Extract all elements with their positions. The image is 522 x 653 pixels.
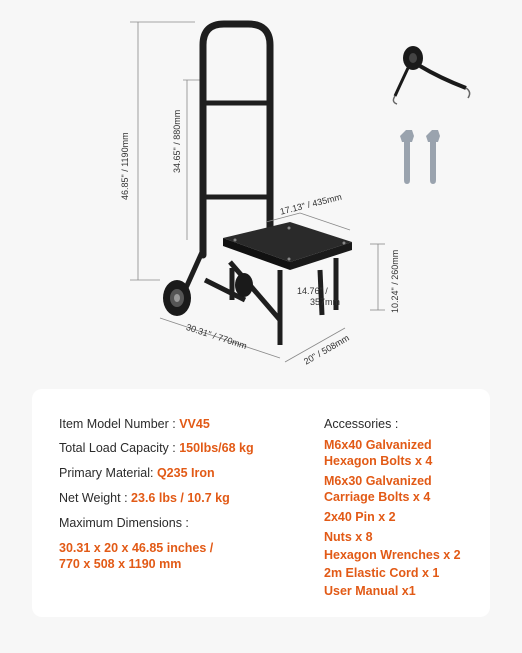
accessory-item: Hexagon Wrenches x 2 [324, 548, 461, 562]
model-spec [59, 417, 210, 431]
platform-inner-label-2: 357mm [310, 297, 341, 307]
accessory-item: Hexagon Bolts x 4 [324, 454, 433, 468]
weight-label: Net Weight : [59, 491, 128, 505]
handle-crossbars [203, 103, 270, 197]
accessory-item: M6x30 Galvanized [324, 474, 432, 488]
accessories-title: Accessories : [324, 417, 399, 431]
handle-height-dimension-line [183, 80, 200, 240]
material-value: Q235 Iron [156, 466, 215, 480]
dimensions-value-mm: 770 x 508 x 1190 mm [59, 557, 182, 571]
platform-depth-label: 17.13" / 435mm [279, 191, 343, 217]
platform-height-label: 10.24" / 260mm [390, 249, 400, 313]
material-spec [59, 466, 215, 480]
load-spec [59, 441, 254, 455]
total-height-label: 46.85" / 1190mm [120, 132, 130, 200]
weight-spec [59, 491, 230, 505]
accessory-item: 2x40 Pin x 2 [324, 510, 396, 524]
material-label: Primary Material: [59, 466, 154, 480]
load-value: 150lbs/68 kg [179, 441, 254, 455]
hex-wrench-icons [400, 130, 440, 184]
model-label: Item Model Number : [59, 417, 176, 431]
handle-height-label: 34.65" / 880mm [172, 109, 182, 173]
platform-inner-label-1: 14.76" / [297, 286, 328, 296]
total-length-label: 30.31" / 770mm [184, 322, 249, 352]
weight-value: 23.6 lbs / 10.7 kg [131, 491, 230, 505]
specifications-card [32, 389, 490, 617]
elastic-cord-accessory [393, 46, 469, 104]
total-width-label: 20" / 508mm [302, 332, 351, 367]
accessory-item: 2m Elastic Cord x 1 [324, 566, 440, 580]
model-value: VV45 [179, 417, 210, 431]
accessory-item: User Manual x1 [324, 584, 416, 598]
accessory-item: M6x40 Galvanized [324, 438, 432, 452]
accessory-item: Nuts x 8 [324, 530, 373, 544]
dimensions-value-inches: 30.31 x 20 x 46.85 inches / [59, 541, 214, 555]
platform [223, 222, 352, 270]
load-label: Total Load Capacity : [59, 441, 176, 455]
dimensions-label: Maximum Dimensions : [59, 516, 189, 530]
total-height-dimension-line [130, 22, 195, 280]
accessory-item: Carriage Bolts x 4 [324, 490, 431, 504]
handle-frame [203, 24, 270, 255]
